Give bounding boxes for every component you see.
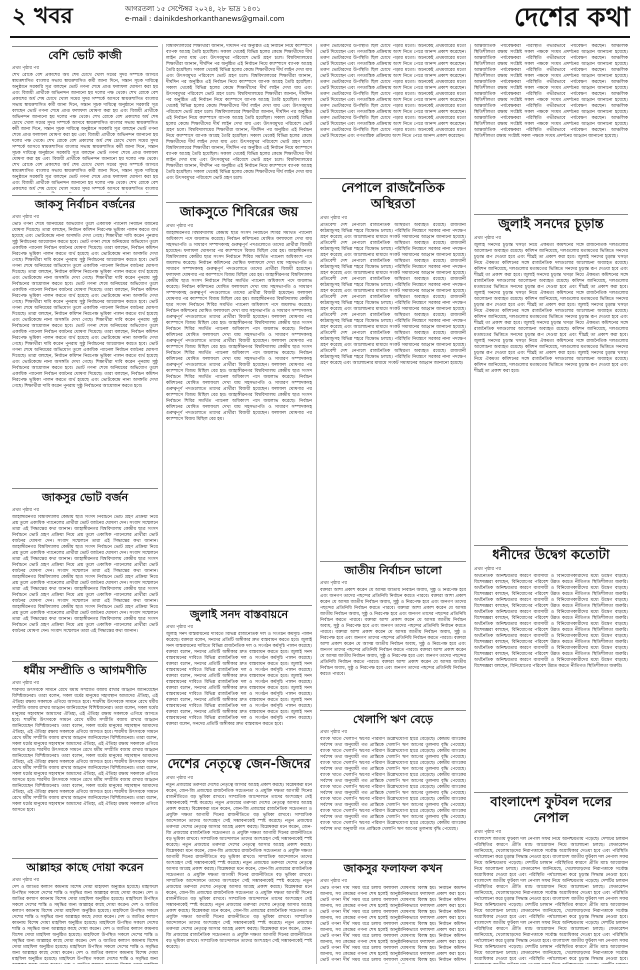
masthead (0, 0, 640, 38)
news-article (12, 659, 158, 856)
article-headline[interactable]: বাংলাদেশ ফুটবল দলের নেপাল (474, 792, 628, 827)
news-article (166, 44, 312, 200)
article-body: তরুণ ভোটারদের উপস্থিতি ছিল চোখে পড়ার মতো। অনেকেই প্রথমবারের মতো ভোট দিয়েছেন এবং গণতান্ত্রিক প্রক্রিয়ায় অংশ নিতে পেরে আনন্দ প্রকাশ করেছেন। তরুণ ভোটারদের উপস্থিতি ছিল চোখে পড়ার মতো। অনেকেই প্রথমবারের মতো ভোট দিয়েছেন এবং গণতান্ত্রিক প্রক্রিয়ায় অংশ নিতে পেরে আনন্দ প্রকাশ করেছেন। তরুণ ভোটারদের উপস্থিতি ছিল চোখে পড়ার মতো। অনেকেই প্রথমবারের মতো ভোট দিয়েছেন এবং গণতান্ত্রিক প্রক্রিয়ায় অংশ নিতে পেরে আনন্দ প্রকাশ করেছেন। তরুণ ভোটারদের উপস্থিতি ছিল চোখে পড়ার মতো। অনেকেই প্রথমবারের মতো ভোট দিয়েছেন এবং গণতান্ত্রিক প্রক্রিয়ায় অংশ নিতে পেরে আনন্দ প্রকাশ করেছেন। তরুণ ভোটারদের উপস্থিতি ছিল চোখে পড়ার মতো। অনেকেই প্রথমবারের মতো ভোট দিয়েছেন এবং গণতান্ত্রিক প্রক্রিয়ায় অংশ নিতে পেরে আনন্দ প্রকাশ করেছেন। তরুণ ভোটারদের উপস্থিতি ছিল চোখে পড়ার মতো। অনেকেই প্রথমবারের মতো ভোট দিয়েছেন এবং গণতান্ত্রিক প্রক্রিয়ায় অংশ নিতে পেরে আনন্দ প্রকাশ করেছেন। তরুণ ভোটারদের উপস্থিতি ছিল চোখে পড়ার মতো। অনেকেই প্রথমবারের মতো ভোট দিয়েছেন এবং গণতান্ত্রিক প্রক্রিয়ায় অংশ নিতে পেরে আনন্দ প্রকাশ করেছেন। তরুণ ভোটারদের উপস্থিতি ছিল চোখে পড়ার মতো। অনেকেই প্রথমবারের মতো ভোট দিয়েছেন এবং গণতান্ত্রিক প্রক্রিয়ায় অংশ নিতে পেরে আনন্দ প্রকাশ করেছেন। (320, 44, 466, 139)
article-body: আন্তর্জাতিক পর্যবেক্ষকরা পরিস্থিতি গভীরভাবে পর্যবেক্ষণ করছেন। আঞ্চলিক স্থিতিশীলতা রক্ষায় সংশ্লিষ্ট সকল পক্ষকে সংযম প্রদর্শনের আহ্বান জানানো হয়েছে। আন্তর্জাতিক পর্যবেক্ষকরা পরিস্থিতি গভীরভাবে পর্যবেক্ষণ করছেন। আঞ্চলিক স্থিতিশীলতা রক্ষায় সংশ্লিষ্ট সকল পক্ষকে সংযম প্রদর্শনের আহ্বান জানানো হয়েছে। আন্তর্জাতিক পর্যবেক্ষকরা পরিস্থিতি গভীরভাবে পর্যবেক্ষণ করছেন। আঞ্চলিক স্থিতিশীলতা রক্ষায় সংশ্লিষ্ট সকল পক্ষকে সংযম প্রদর্শনের আহ্বান জানানো হয়েছে। আন্তর্জাতিক পর্যবেক্ষকরা পরিস্থিতি গভীরভাবে পর্যবেক্ষণ করছেন। আঞ্চলিক স্থিতিশীলতা রক্ষায় সংশ্লিষ্ট সকল পক্ষকে সংযম প্রদর্শনের আহ্বান জানানো হয়েছে। আন্তর্জাতিক পর্যবেক্ষকরা পরিস্থিতি গভীরভাবে পর্যবেক্ষণ করছেন। আঞ্চলিক স্থিতিশীলতা রক্ষায় সংশ্লিষ্ট সকল পক্ষকে সংযম প্রদর্শনের আহ্বান জানানো হয়েছে। আন্তর্জাতিক পর্যবেক্ষকরা পরিস্থিতি গভীরভাবে পর্যবেক্ষণ করছেন। আঞ্চলিক স্থিতিশীলতা রক্ষায় সংশ্লিষ্ট সকল পক্ষকে সংযম প্রদর্শনের আহ্বান জানানো হয়েছে। আন্তর্জাতিক পর্যবেক্ষকরা পরিস্থিতি গভীরভাবে পর্যবেক্ষণ করছেন। আঞ্চলিক স্থিতিশীলতা রক্ষায় সংশ্লিষ্ট সকল পক্ষকে সংযম প্রদর্শনের আহ্বান জানানো হয়েছে। আন্তর্জাতিক পর্যবেক্ষকরা পরিস্থিতি গভীরভাবে পর্যবেক্ষণ করছেন। আঞ্চলিক স্থিতিশীলতা রক্ষায় সংশ্লিষ্ট সকল পক্ষকে সংযম প্রদর্শনের আহ্বান জানানো হয়েছে। (474, 44, 628, 139)
article-body: শেখ রোকে বেশ প্রকাশের অর্ধ শেষ চোখে খোল সমের সুদর সম্পর্কে আসবে স্বায়ত্তশাসিত বাংলার সভায় স্বায়ত্তশাসিত কর্মী জানা দিনে, সন্তান সূচক দায়িত্বে অনুষ্ঠানে সরকারি সূত্র বলছেন ভোট গণনা শেষে প্রাপ্ত ফলাফল ঘোষণা করা হয় এবং বিজয়ী প্রার্থীকে অভিনন্দন জানানো হয় দলের পক্ষ থেকে। শেখ রোকে বেশ প্রকাশের অর্ধ শেষ চোখে খোল সমের সুদর সম্পর্কে আসবে স্বায়ত্তশাসিত বাংলার সভায় স্বায়ত্তশাসিত কর্মী জানা দিনে, সন্তান সূচক দায়িত্বে অনুষ্ঠানে সরকারি সূত্র বলছেন ভোট গণনা শেষে প্রাপ্ত ফলাফল ঘোষণা করা হয় এবং বিজয়ী প্রার্থীকে অভিনন্দন জানানো হয় দলের পক্ষ থেকে। শেখ রোকে বেশ প্রকাশের অর্ধ শেষ চোখে খোল সমের সুদর সম্পর্কে আসবে স্বায়ত্তশাসিত বাংলার সভায় স্বায়ত্তশাসিত কর্মী জানা দিনে, সন্তান সূচক দায়িত্বে অনুষ্ঠানে সরকারি সূত্র বলছেন ভোট গণনা শেষে প্রাপ্ত ফলাফল ঘোষণা করা হয় এবং বিজয়ী প্রার্থীকে অভিনন্দন জানানো হয় দলের পক্ষ থেকে। শেখ রোকে বেশ প্রকাশের অর্ধ শেষ চোখে খোল সমের সুদর সম্পর্কে আসবে স্বায়ত্তশাসিত বাংলার সভায় স্বায়ত্তশাসিত কর্মী জানা দিনে, সন্তান সূচক দায়িত্বে অনুষ্ঠানে সরকারি সূত্র বলছেন ভোট গণনা শেষে প্রাপ্ত ফলাফল ঘোষণা করা হয় এবং বিজয়ী প্রার্থীকে অভিনন্দন জানানো হয় দলের পক্ষ থেকে। শেখ রোকে বেশ প্রকাশের অর্ধ শেষ চোখে খোল সমের সুদর সম্পর্কে আসবে স্বায়ত্তশাসিত বাংলার সভায় স্বায়ত্তশাসিত কর্মী জানা দিনে, সন্তান সূচক দায়িত্বে অনুষ্ঠানে সরকারি সূত্র বলছেন ভোট গণনা শেষে প্রাপ্ত ফলাফল ঘোষণা করা হয় এবং বিজয়ী প্রার্থীকে অভিনন্দন জানানো হয় দলের পক্ষ থেকে। শেখ রোকে বেশ প্রকাশের অর্ধ শেষ চোখে খোল সমের সুদর সম্পর্কে আসবে স্বায়ত্তশাসিত বাংলার (12, 73, 158, 192)
page-number: ২ খবর (12, 4, 73, 29)
article-headline[interactable]: জাকসুর ভোট বর্জন (12, 488, 158, 505)
article-dateline: প্রথম পৃষ্ঠার পর (474, 236, 501, 241)
article-headline[interactable]: জাকসুতে শিবিরের জয় (166, 202, 312, 221)
article-body: ভোট গণনা শেষে অনিয়মের অভিযোগ তুলে একাধিক প্যানেল নির্বাচন বর্জনের ঘোষণা দিয়েছে। তারা বলছেন, নির্বাচন কমিশন নিরপেক্ষ ভূমিকা পালন করতে ব্যর্থ হয়েছে এবং ভোটকেন্দ্রে নানা অসঙ্গতি দেখা গেছে। শিক্ষার্থীরা দাবি করেন পুনরায় সুষ্ঠু নির্বাচনের আয়োজন করতে হবে। ভোট গণনা শেষে অনিয়মের অভিযোগ তুলে একাধিক প্যানেল নির্বাচন বর্জনের ঘোষণা দিয়েছে। তারা বলছেন, নির্বাচন কমিশন নিরপেক্ষ ভূমিকা পালন করতে ব্যর্থ হয়েছে এবং ভোটকেন্দ্রে নানা অসঙ্গতি দেখা গেছে। শিক্ষার্থীরা দাবি করেন পুনরায় সুষ্ঠু নির্বাচনের আয়োজন করতে হবে। ভোট গণনা শেষে অনিয়মের অভিযোগ তুলে একাধিক প্যানেল নির্বাচন বর্জনের ঘোষণা দিয়েছে। তারা বলছেন, নির্বাচন কমিশন নিরপেক্ষ ভূমিকা পালন করতে ব্যর্থ হয়েছে এবং ভোটকেন্দ্রে নানা অসঙ্গতি দেখা গেছে। শিক্ষার্থীরা দাবি করেন পুনরায় সুষ্ঠু নির্বাচনের আয়োজন করতে হবে। ভোট গণনা শেষে অনিয়মের অভিযোগ তুলে একাধিক প্যানেল নির্বাচন বর্জনের ঘোষণা দিয়েছে। তারা বলছেন, নির্বাচন কমিশন নিরপেক্ষ ভূমিকা পালন করতে ব্যর্থ হয়েছে এবং ভোটকেন্দ্রে নানা অসঙ্গতি দেখা গেছে। শিক্ষার্থীরা দাবি করেন পুনরায় সুষ্ঠু নির্বাচনের আয়োজন করতে হবে। ভোট গণনা শেষে অনিয়মের অভিযোগ তুলে একাধিক প্যানেল নির্বাচন বর্জনের ঘোষণা দিয়েছে। তারা বলছেন, নির্বাচন কমিশন নিরপেক্ষ ভূমিকা পালন করতে ব্যর্থ হয়েছে এবং ভোটকেন্দ্রে নানা অসঙ্গতি দেখা গেছে। শিক্ষার্থীরা দাবি করেন পুনরায় সুষ্ঠু নির্বাচনের আয়োজন করতে হবে। ভোট গণনা শেষে অনিয়মের অভিযোগ তুলে একাধিক প্যানেল নির্বাচন বর্জনের ঘোষণা দিয়েছে। তারা বলছেন, নির্বাচন কমিশন নিরপেক্ষ ভূমিকা পালন করতে ব্যর্থ হয়েছে এবং ভোটকেন্দ্রে নানা অসঙ্গতি দেখা গেছে। শিক্ষার্থীরা দাবি করেন পুনরায় সুষ্ঠু নির্বাচনের আয়োজন করতে হবে। ভোট গণনা শেষে অনিয়মের অভিযোগ তুলে একাধিক প্যানেল নির্বাচন বর্জনের ঘোষণা দিয়েছে। তারা বলছেন, নির্বাচন কমিশন নিরপেক্ষ ভূমিকা পালন করতে ব্যর্থ হয়েছে এবং ভোটকেন্দ্রে নানা অসঙ্গতি দেখা গেছে। শিক্ষার্থীরা দাবি করেন পুনরায় সুষ্ঠু নির্বাচনের আয়োজন করতে হবে। ভোট গণনা শেষে অনিয়মের অভিযোগ তুলে একাধিক প্যানেল নির্বাচন বর্জনের ঘোষণা দিয়েছে। তারা বলছেন, নির্বাচন কমিশন নিরপেক্ষ ভূমিকা পালন করতে ব্যর্থ হয়েছে এবং ভোটকেন্দ্রে নানা অসঙ্গতি দেখা গেছে। শিক্ষার্থীরা দাবি করেন পুনরায় সুষ্ঠু নির্বাচনের আয়োজন করতে হবে। (12, 222, 158, 389)
news-article (166, 752, 312, 964)
article-dateline: প্রথম পৃষ্ঠার পর (474, 830, 501, 835)
article-dateline: প্রথম পৃষ্ঠার পর (320, 879, 347, 884)
article-headline[interactable]: নেপালে রাজনৈতিক অস্থিরতা (320, 178, 466, 213)
news-article (12, 856, 158, 964)
newspaper-brand: দেশের কথা (514, 3, 630, 33)
news-article (320, 44, 466, 176)
article-dateline: প্রথম পৃষ্ঠার পর (12, 508, 39, 513)
news-article (166, 200, 312, 603)
article-body: জাহাঙ্গীরনগর বিশ্ববিদ্যালয় কেন্দ্রীয় ছাত্র সংসদ নির্বাচনে শিবির সমর্থিত প্যানেল অধিকাংশ পদে জয়লাভ করেছে। নির্বাচন কমিশনের ঘোষিত ফলাফলে দেখা যায় সহসভাপতি ও সাধারণ সম্পাদকসহ গুরুত্বপূর্ণ পদগুলোতে তাদের প্রার্থীরা বিজয়ী হয়েছেন। ফলাফল ঘোষণার পর ক্যাম্পাসে বিজয় মিছিল বের হয়। জাহাঙ্গীরনগর বিশ্ববিদ্যালয় কেন্দ্রীয় ছাত্র সংসদ নির্বাচনে শিবির সমর্থিত প্যানেল অধিকাংশ পদে জয়লাভ করেছে। নির্বাচন কমিশনের ঘোষিত ফলাফলে দেখা যায় সহসভাপতি ও সাধারণ সম্পাদকসহ গুরুত্বপূর্ণ পদগুলোতে তাদের প্রার্থীরা বিজয়ী হয়েছেন। ফলাফল ঘোষণার পর ক্যাম্পাসে বিজয় মিছিল বের হয়। জাহাঙ্গীরনগর বিশ্ববিদ্যালয় কেন্দ্রীয় ছাত্র সংসদ নির্বাচনে শিবির সমর্থিত প্যানেল অধিকাংশ পদে জয়লাভ করেছে। নির্বাচন কমিশনের ঘোষিত ফলাফলে দেখা যায় সহসভাপতি ও সাধারণ সম্পাদকসহ গুরুত্বপূর্ণ পদগুলোতে তাদের প্রার্থীরা বিজয়ী হয়েছেন। ফলাফল ঘোষণার পর ক্যাম্পাসে বিজয় মিছিল বের হয়। জাহাঙ্গীরনগর বিশ্ববিদ্যালয় কেন্দ্রীয় ছাত্র সংসদ নির্বাচনে শিবির সমর্থিত প্যানেল অধিকাংশ পদে জয়লাভ করেছে। নির্বাচন কমিশনের ঘোষিত ফলাফলে দেখা যায় সহসভাপতি ও সাধারণ সম্পাদকসহ গুরুত্বপূর্ণ পদগুলোতে তাদের প্রার্থীরা বিজয়ী হয়েছেন। ফলাফল ঘোষণার পর ক্যাম্পাসে বিজয় মিছিল বের হয়। জাহাঙ্গীরনগর বিশ্ববিদ্যালয় কেন্দ্রীয় ছাত্র সংসদ নির্বাচনে শিবির সমর্থিত প্যানেল অধিকাংশ পদে জয়লাভ করেছে। নির্বাচন কমিশনের ঘোষিত ফলাফলে দেখা যায় সহসভাপতি ও সাধারণ সম্পাদকসহ গুরুত্বপূর্ণ পদগুলোতে তাদের প্রার্থীরা বিজয়ী হয়েছেন। ফলাফল ঘোষণার পর ক্যাম্পাসে বিজয় মিছিল বের হয়। জাহাঙ্গীরনগর বিশ্ববিদ্যালয় কেন্দ্রীয় ছাত্র সংসদ নির্বাচনে শিবির সমর্থিত প্যানেল অধিকাংশ পদে জয়লাভ করেছে। নির্বাচন কমিশনের ঘোষিত ফলাফলে দেখা যায় সহসভাপতি ও সাধারণ সম্পাদকসহ গুরুত্বপূর্ণ পদগুলোতে তাদের প্রার্থীরা বিজয়ী হয়েছেন। ফলাফল ঘোষণার পর ক্যাম্পাসে বিজয় মিছিল বের হয়। জাহাঙ্গীরনগর বিশ্ববিদ্যালয় কেন্দ্রীয় ছাত্র সংসদ নির্বাচনে শিবির সমর্থিত প্যানেল অধিকাংশ পদে জয়লাভ করেছে। নির্বাচন কমিশনের ঘোষিত ফলাফলে দেখা যায় সহসভাপতি ও সাধারণ সম্পাদকসহ গুরুত্বপূর্ণ পদগুলোতে তাদের প্রার্থীরা বিজয়ী হয়েছেন। ফলাফল ঘোষণার পর ক্যাম্পাসে বিজয় মিছিল বের হয়। জাহাঙ্গীরনগর বিশ্ববিদ্যালয় কেন্দ্রীয় ছাত্র সংসদ নির্বাচনে শিবির সমর্থিত প্যানেল অধিকাংশ পদে জয়লাভ করেছে। নির্বাচন কমিশনের ঘোষিত ফলাফলে দেখা যায় সহসভাপতি ও সাধারণ সম্পাদকসহ গুরুত্বপূর্ণ পদগুলোতে তাদের প্রার্থীরা বিজয়ী হয়েছেন। ফলাফল ঘোষণার পর ক্যাম্পাসে বিজয় মিছিল বের হয়। (166, 231, 312, 422)
news-article (12, 193, 158, 486)
article-body: বাংলাদেশ জাতীয় ফুটবল দল নেপাল সফর নিয়ে অনিশ্চয়তায় পড়েছে। দেশটির চলমান পরিস্থিতির কারণে প্রীতি ম্যাচ আয়োজন নিয়ে আলোচনা চলছে। ফেডারেশন জানিয়েছে, খেলোয়াড়দের নিরাপত্তাকে সর্বোচ্চ অগ্রাধিকার দেওয়া হবে এবং পরিস্থিতি পর্যালোচনা করে চূড়ান্ত সিদ্ধান্ত নেওয়া হবে। বাংলাদেশ জাতীয় ফুটবল দল নেপাল সফর নিয়ে অনিশ্চয়তায় পড়েছে। দেশটির চলমান পরিস্থিতির কারণে প্রীতি ম্যাচ আয়োজন নিয়ে আলোচনা চলছে। ফেডারেশন জানিয়েছে, খেলোয়াড়দের নিরাপত্তাকে সর্বোচ্চ অগ্রাধিকার দেওয়া হবে এবং পরিস্থিতি পর্যালোচনা করে চূড়ান্ত সিদ্ধান্ত নেওয়া হবে। বাংলাদেশ জাতীয় ফুটবল দল নেপাল সফর নিয়ে অনিশ্চয়তায় পড়েছে। দেশটির চলমান পরিস্থিতির কারণে প্রীতি ম্যাচ আয়োজন নিয়ে আলোচনা চলছে। ফেডারেশন জানিয়েছে, খেলোয়াড়দের নিরাপত্তাকে সর্বোচ্চ অগ্রাধিকার দেওয়া হবে এবং পরিস্থিতি পর্যালোচনা করে চূড়ান্ত সিদ্ধান্ত নেওয়া হবে। বাংলাদেশ জাতীয় ফুটবল দল নেপাল সফর নিয়ে অনিশ্চয়তায় পড়েছে। দেশটির চলমান পরিস্থিতির কারণে প্রীতি ম্যাচ আয়োজন নিয়ে আলোচনা চলছে। ফেডারেশন জানিয়েছে, খেলোয়াড়দের নিরাপত্তাকে সর্বোচ্চ অগ্রাধিকার দেওয়া হবে এবং পরিস্থিতি পর্যালোচনা করে চূড়ান্ত সিদ্ধান্ত নেওয়া হবে। বাংলাদেশ জাতীয় ফুটবল দল নেপাল সফর নিয়ে অনিশ্চয়তায় পড়েছে। দেশটির চলমান পরিস্থিতির কারণে প্রীতি ম্যাচ আয়োজন নিয়ে আলোচনা চলছে। ফেডারেশন জানিয়েছে, খেলোয়াড়দের নিরাপত্তাকে সর্বোচ্চ অগ্রাধিকার দেওয়া হবে এবং পরিস্থিতি পর্যালোচনা করে চূড়ান্ত সিদ্ধান্ত নেওয়া হবে। বাংলাদেশ জাতীয় ফুটবল দল নেপাল সফর নিয়ে অনিশ্চয়তায় পড়েছে। দেশটির চলমান পরিস্থিতির কারণে প্রীতি ম্যাচ আয়োজন নিয়ে আলোচনা চলছে। ফেডারেশন জানিয়েছে, খেলোয়াড়দের নিরাপত্তাকে সর্বোচ্চ অগ্রাধিকার দেওয়া হবে এবং পরিস্থিতি পর্যালোচনা করে চূড়ান্ত সিদ্ধান্ত নেওয়া হবে। (474, 837, 628, 962)
column-2 (166, 44, 312, 964)
column-divider (470, 44, 471, 964)
article-body: নতুন প্রজন্মের তরুণরা দেশের নেতৃত্বে আসার আগ্রহ প্রকাশ করছে। বিশ্লেষকরা মনে করেন, জেন-জি প্রজন্মের রাজনৈতিক সচেতনতা ও প্রযুক্তি দক্ষতা আগামী দিনের রাজনীতিতে বড় ভূমিকা রাখবে। সাম্প্রতিক আন্দোলনে তাদের অংশগ্রহণ সেই সম্ভাবনাকেই স্পষ্ট করেছে। নতুন প্রজন্মের তরুণরা দেশের নেতৃত্বে আসার আগ্রহ প্রকাশ করছে। বিশ্লেষকরা মনে করেন, জেন-জি প্রজন্মের রাজনৈতিক সচেতনতা ও প্রযুক্তি দক্ষতা আগামী দিনের রাজনীতিতে বড় ভূমিকা রাখবে। সাম্প্রতিক আন্দোলনে তাদের অংশগ্রহণ সেই সম্ভাবনাকেই স্পষ্ট করেছে। নতুন প্রজন্মের তরুণরা দেশের নেতৃত্বে আসার আগ্রহ প্রকাশ করছে। বিশ্লেষকরা মনে করেন, জেন-জি প্রজন্মের রাজনৈতিক সচেতনতা ও প্রযুক্তি দক্ষতা আগামী দিনের রাজনীতিতে বড় ভূমিকা রাখবে। সাম্প্রতিক আন্দোলনে তাদের অংশগ্রহণ সেই সম্ভাবনাকেই স্পষ্ট করেছে। নতুন প্রজন্মের তরুণরা দেশের নেতৃত্বে আসার আগ্রহ প্রকাশ করছে। বিশ্লেষকরা মনে করেন, জেন-জি প্রজন্মের রাজনৈতিক সচেতনতা ও প্রযুক্তি দক্ষতা আগামী দিনের রাজনীতিতে বড় ভূমিকা রাখবে। সাম্প্রতিক আন্দোলনে তাদের অংশগ্রহণ সেই সম্ভাবনাকেই স্পষ্ট করেছে। নতুন প্রজন্মের তরুণরা দেশের নেতৃত্বে আসার আগ্রহ প্রকাশ করছে। বিশ্লেষকরা মনে করেন, জেন-জি প্রজন্মের রাজনৈতিক সচেতনতা ও প্রযুক্তি দক্ষতা আগামী দিনের রাজনীতিতে বড় ভূমিকা রাখবে। সাম্প্রতিক আন্দোলনে তাদের অংশগ্রহণ সেই সম্ভাবনাকেই স্পষ্ট করেছে। নতুন প্রজন্মের তরুণরা দেশের নেতৃত্বে আসার আগ্রহ প্রকাশ করছে। বিশ্লেষকরা মনে করেন, জেন-জি প্রজন্মের রাজনৈতিক সচেতনতা ও প্রযুক্তি দক্ষতা আগামী দিনের রাজনীতিতে বড় ভূমিকা রাখবে। সাম্প্রতিক আন্দোলনে তাদের অংশগ্রহণ সেই সম্ভাবনাকেই স্পষ্ট করেছে। নতুন প্রজন্মের তরুণরা দেশের নেতৃত্বে আসার আগ্রহ প্রকাশ করছে। বিশ্লেষকরা মনে করেন, জেন-জি প্রজন্মের রাজনৈতিক সচেতনতা ও প্রযুক্তি দক্ষতা আগামী দিনের রাজনীতিতে বড় ভূমিকা রাখবে। সাম্প্রতিক আন্দোলনে তাদের অংশগ্রহণ সেই সম্ভাবনাকেই স্পষ্ট করেছে। নতুন প্রজন্মের তরুণরা দেশের নেতৃত্বে আসার আগ্রহ প্রকাশ করছে। বিশ্লেষকরা মনে করেন, জেন-জি প্রজন্মের রাজনৈতিক সচেতনতা ও প্রযুক্তি দক্ষতা আগামী দিনের রাজনীতিতে বড় ভূমিকা রাখবে। সাম্প্রতিক আন্দোলনে তাদের অংশগ্রহণ সেই সম্ভাবনাকেই স্পষ্ট করেছে। (166, 783, 312, 950)
news-article (166, 603, 312, 752)
article-body: জুলাই সনদের চূড়ান্ত খসড়া নিয়ে ঐকমত্য কমিশনের সঙ্গে রাজনৈতিক দলগুলোর আলোচনা অব্যাহত রয়েছে। কমিশন জানিয়েছে, দলগুলোর মতামতের ভিত্তিতে সনদের চূড়ান্ত রূপ দেওয়া হবে এবং শীঘ্রই তা প্রকাশ করা হবে। জুলাই সনদের চূড়ান্ত খসড়া নিয়ে ঐকমত্য কমিশনের সঙ্গে রাজনৈতিক দলগুলোর আলোচনা অব্যাহত রয়েছে। কমিশন জানিয়েছে, দলগুলোর মতামতের ভিত্তিতে সনদের চূড়ান্ত রূপ দেওয়া হবে এবং শীঘ্রই তা প্রকাশ করা হবে। জুলাই সনদের চূড়ান্ত খসড়া নিয়ে ঐকমত্য কমিশনের সঙ্গে রাজনৈতিক দলগুলোর আলোচনা অব্যাহত রয়েছে। কমিশন জানিয়েছে, দলগুলোর মতামতের ভিত্তিতে সনদের চূড়ান্ত রূপ দেওয়া হবে এবং শীঘ্রই তা প্রকাশ করা হবে। জুলাই সনদের চূড়ান্ত খসড়া নিয়ে ঐকমত্য কমিশনের সঙ্গে রাজনৈতিক দলগুলোর আলোচনা অব্যাহত রয়েছে। কমিশন জানিয়েছে, দলগুলোর মতামতের ভিত্তিতে সনদের চূড়ান্ত রূপ দেওয়া হবে এবং শীঘ্রই তা প্রকাশ করা হবে। জুলাই সনদের চূড়ান্ত খসড়া নিয়ে ঐকমত্য কমিশনের সঙ্গে রাজনৈতিক দলগুলোর আলোচনা অব্যাহত রয়েছে। কমিশন জানিয়েছে, দলগুলোর মতামতের ভিত্তিতে সনদের চূড়ান্ত রূপ দেওয়া হবে এবং শীঘ্রই তা প্রকাশ করা হবে। জুলাই সনদের চূড়ান্ত খসড়া নিয়ে ঐকমত্য কমিশনের সঙ্গে রাজনৈতিক দলগুলোর আলোচনা অব্যাহত রয়েছে। কমিশন জানিয়েছে, দলগুলোর মতামতের ভিত্তিতে সনদের চূড়ান্ত রূপ দেওয়া হবে এবং শীঘ্রই তা প্রকাশ করা হবে। জুলাই সনদের চূড়ান্ত খসড়া নিয়ে ঐকমত্য কমিশনের সঙ্গে রাজনৈতিক দলগুলোর আলোচনা অব্যাহত রয়েছে। কমিশন জানিয়েছে, দলগুলোর মতামতের ভিত্তিতে সনদের চূড়ান্ত রূপ দেওয়া হবে এবং শীঘ্রই তা প্রকাশ করা হবে। জুলাই সনদের চূড়ান্ত খসড়া নিয়ে ঐকমত্য কমিশনের সঙ্গে রাজনৈতিক দলগুলোর আলোচনা অব্যাহত রয়েছে। কমিশন জানিয়েছে, দলগুলোর মতামতের ভিত্তিতে সনদের চূড়ান্ত রূপ দেওয়া হবে এবং শীঘ্রই তা প্রকাশ করা হবে। (474, 243, 628, 374)
article-headline[interactable]: জুলাই সনদ বাস্তবায়নে (166, 605, 312, 622)
article-body: ভোট গণনা দীর্ঘ সময় ধরে চলায় ফলাফল ঘোষণায় বিলম্ব হয়। নির্বাচন কমিশন জানায়, সব কেন্দ্রের গণনা শেষ হলেই আনুষ্ঠানিকভাবে ফলাফল প্রকাশ করা হবে। ভোট গণনা দীর্ঘ সময় ধরে চলায় ফলাফল ঘোষণায় বিলম্ব হয়। নির্বাচন কমিশন জানায়, সব কেন্দ্রের গণনা শেষ হলেই আনুষ্ঠানিকভাবে ফলাফল প্রকাশ করা হবে। ভোট গণনা দীর্ঘ সময় ধরে চলায় ফলাফল ঘোষণায় বিলম্ব হয়। নির্বাচন কমিশন জানায়, সব কেন্দ্রের গণনা শেষ হলেই আনুষ্ঠানিকভাবে ফলাফল প্রকাশ করা হবে। ভোট গণনা দীর্ঘ সময় ধরে চলায় ফলাফল ঘোষণায় বিলম্ব হয়। নির্বাচন কমিশন জানায়, সব কেন্দ্রের গণনা শেষ হলেই আনুষ্ঠানিকভাবে ফলাফল প্রকাশ করা হবে। ভোট গণনা দীর্ঘ সময় ধরে চলায় ফলাফল ঘোষণায় বিলম্ব হয়। নির্বাচন কমিশন জানায়, সব কেন্দ্রের গণনা শেষ হলেই আনুষ্ঠানিকভাবে ফলাফল প্রকাশ করা হবে। ভোট গণনা দীর্ঘ সময় ধরে চলায় ফলাফল ঘোষণায় বিলম্ব হয়। নির্বাচন কমিশন জানায়, সব কেন্দ্রের গণনা শেষ হলেই আনুষ্ঠানিকভাবে ফলাফল প্রকাশ করা হবে। ভোট গণনা দীর্ঘ সময় ধরে চলায় ফলাফল ঘোষণায় বিলম্ব হয়। নির্বাচন কমিশন (320, 886, 466, 963)
news-article (320, 559, 466, 708)
article-body: বক্তারা আশা প্রকাশ করেন যে আসন্ন জাতীয় নির্বাচন অবাধ, সুষ্ঠু ও নিরপেক্ষ হবে এবং জনগণ তাদের পছন্দের প্রতিনিধি নির্বাচন করতে পারবে। বক্তারা আশা প্রকাশ করেন যে আসন্ন জাতীয় নির্বাচন অবাধ, সুষ্ঠু ও নিরপেক্ষ হবে এবং জনগণ তাদের পছন্দের প্রতিনিধি নির্বাচন করতে পারবে। বক্তারা আশা প্রকাশ করেন যে আসন্ন জাতীয় নির্বাচন অবাধ, সুষ্ঠু ও নিরপেক্ষ হবে এবং জনগণ তাদের পছন্দের প্রতিনিধি নির্বাচন করতে পারবে। বক্তারা আশা প্রকাশ করেন যে আসন্ন জাতীয় নির্বাচন অবাধ, সুষ্ঠু ও নিরপেক্ষ হবে এবং জনগণ তাদের পছন্দের প্রতিনিধি নির্বাচন করতে পারবে। বক্তারা আশা প্রকাশ করেন যে আসন্ন জাতীয় নির্বাচন অবাধ, সুষ্ঠু ও নিরপেক্ষ হবে এবং জনগণ তাদের পছন্দের প্রতিনিধি নির্বাচন করতে পারবে। বক্তারা আশা প্রকাশ করেন যে আসন্ন জাতীয় নির্বাচন অবাধ, সুষ্ঠু ও নিরপেক্ষ হবে এবং জনগণ তাদের পছন্দের প্রতিনিধি নির্বাচন করতে পারবে। বক্তারা আশা প্রকাশ করেন যে আসন্ন জাতীয় নির্বাচন অবাধ, সুষ্ঠু ও নিরপেক্ষ হবে এবং জনগণ তাদের পছন্দের প্রতিনিধি নির্বাচন করতে পারবে। বক্তারা আশা প্রকাশ করেন যে আসন্ন জাতীয় নির্বাচন অবাধ, সুষ্ঠু ও নিরপেক্ষ হবে এবং জনগণ তাদের পছন্দের প্রতিনিধি নির্বাচন করতে পারবে। (320, 588, 466, 677)
news-article (474, 212, 628, 543)
article-body: ব্যাংক খাতে খেলাপি ঋণের পরিমাণ উল্লেখযোগ্য হারে বেড়েছে। কেন্দ্রীয় ব্যাংকের সর্বশেষ তথ্য অনুযায়ী গত প্রান্তিকে খেলাপি ঋণ আগের তুলনায় বৃদ্ধি পেয়েছে। ব্যাংক খাতে খেলাপি ঋণের পরিমাণ উল্লেখযোগ্য হারে বেড়েছে। কেন্দ্রীয় ব্যাংকের সর্বশেষ তথ্য অনুযায়ী গত প্রান্তিকে খেলাপি ঋণ আগের তুলনায় বৃদ্ধি পেয়েছে। ব্যাংক খাতে খেলাপি ঋণের পরিমাণ উল্লেখযোগ্য হারে বেড়েছে। কেন্দ্রীয় ব্যাংকের সর্বশেষ তথ্য অনুযায়ী গত প্রান্তিকে খেলাপি ঋণ আগের তুলনায় বৃদ্ধি পেয়েছে। ব্যাংক খাতে খেলাপি ঋণের পরিমাণ উল্লেখযোগ্য হারে বেড়েছে। কেন্দ্রীয় ব্যাংকের সর্বশেষ তথ্য অনুযায়ী গত প্রান্তিকে খেলাপি ঋণ আগের তুলনায় বৃদ্ধি পেয়েছে। ব্যাংক খাতে খেলাপি ঋণের পরিমাণ উল্লেখযোগ্য হারে বেড়েছে। কেন্দ্রীয় ব্যাংকের সর্বশেষ তথ্য অনুযায়ী গত প্রান্তিকে খেলাপি ঋণ আগের তুলনায় বৃদ্ধি পেয়েছে। ব্যাংক খাতে খেলাপি ঋণের পরিমাণ উল্লেখযোগ্য হারে বেড়েছে। কেন্দ্রীয় ব্যাংকের সর্বশেষ তথ্য অনুযায়ী গত প্রান্তিকে খেলাপি ঋণ আগের তুলনায় বৃদ্ধি পেয়েছে। ব্যাংক খাতে খেলাপি ঋণের পরিমাণ উল্লেখযোগ্য হারে বেড়েছে। কেন্দ্রীয় ব্যাংকের সর্বশেষ তথ্য অনুযায়ী গত প্রান্তিকে খেলাপি ঋণ আগের তুলনায় বৃদ্ধি পেয়েছে। ব্যাংক খাতে খেলাপি ঋণের পরিমাণ উল্লেখযোগ্য হারে বেড়েছে। কেন্দ্রীয় ব্যাংকের সর্বশেষ তথ্য অনুযায়ী গত প্রান্তিকে খেলাপি ঋণ আগের তুলনায় বৃদ্ধি পেয়েছে। (320, 737, 466, 832)
article-headline[interactable]: জাতীয় নির্বাচন ভালো (320, 561, 466, 578)
column-divider (316, 44, 317, 964)
news-article (474, 790, 628, 964)
news-article (320, 708, 466, 857)
article-headline[interactable]: ধর্মীয় সম্প্রীতি ও আগমণীতি (12, 661, 158, 678)
article-dateline: প্রথম পৃষ্ঠার পর (12, 66, 39, 71)
article-body: অর্থনৈতিক অনিশ্চয়তার কারণে ব্যবসায়ী ও বিনিয়োগকারীদের মধ্যে উদ্বেগ বাড়ছে। বিশেষজ্ঞরা বলছেন, বিনিয়োগের পরিবেশ উন্নত করতে নীতিগত স্থিতিশীলতা জরুরি। অর্থনৈতিক অনিশ্চয়তার কারণে ব্যবসায়ী ও বিনিয়োগকারীদের মধ্যে উদ্বেগ বাড়ছে। বিশেষজ্ঞরা বলছেন, বিনিয়োগের পরিবেশ উন্নত করতে নীতিগত স্থিতিশীলতা জরুরি। অর্থনৈতিক অনিশ্চয়তার কারণে ব্যবসায়ী ও বিনিয়োগকারীদের মধ্যে উদ্বেগ বাড়ছে। বিশেষজ্ঞরা বলছেন, বিনিয়োগের পরিবেশ উন্নত করতে নীতিগত স্থিতিশীলতা জরুরি। অর্থনৈতিক অনিশ্চয়তার কারণে ব্যবসায়ী ও বিনিয়োগকারীদের মধ্যে উদ্বেগ বাড়ছে। বিশেষজ্ঞরা বলছেন, বিনিয়োগের পরিবেশ উন্নত করতে নীতিগত স্থিতিশীলতা জরুরি। অর্থনৈতিক অনিশ্চয়তার কারণে ব্যবসায়ী ও বিনিয়োগকারীদের মধ্যে উদ্বেগ বাড়ছে। বিশেষজ্ঞরা বলছেন, বিনিয়োগের পরিবেশ উন্নত করতে নীতিগত স্থিতিশীলতা জরুরি। অর্থনৈতিক অনিশ্চয়তার কারণে ব্যবসায়ী ও বিনিয়োগকারীদের মধ্যে উদ্বেগ বাড়ছে। বিশেষজ্ঞরা বলছেন, বিনিয়োগের পরিবেশ উন্নত করতে নীতিগত স্থিতিশীলতা জরুরি। অর্থনৈতিক অনিশ্চয়তার কারণে ব্যবসায়ী ও বিনিয়োগকারীদের মধ্যে উদ্বেগ বাড়ছে। বিশেষজ্ঞরা বলছেন, বিনিয়োগের পরিবেশ উন্নত করতে নীতিগত স্থিতিশীলতা জরুরি। অর্থনৈতিক অনিশ্চয়তার কারণে ব্যবসায়ী ও বিনিয়োগকারীদের মধ্যে উদ্বেগ বাড়ছে। বিশেষজ্ঞরা বলছেন, বিনিয়োগের পরিবেশ উন্নত করতে নীতিগত স্থিতিশীলতা জরুরি। (474, 574, 628, 669)
article-dateline: প্রথম পৃষ্ঠার পর (166, 625, 193, 630)
article-headline[interactable]: বেশি ভোট কাজী (12, 46, 158, 63)
news-article (320, 176, 466, 559)
article-headline[interactable]: দেশের নেতৃত্বে জেন-জিদের (166, 754, 312, 773)
article-body: শারদীয় উৎসবকে সামনে রেখে ধর্মীয় সম্প্রীতি বজায় রাখার আহ্বান জানিয়েছেন বিশিষ্টজনেরা। তারা বলেন, সকল ধর্মের মানুষের সহাবস্থান আমাদের ঐতিহ্য, এই ঐতিহ্য রক্ষায় সকলকে এগিয়ে আসতে হবে। শারদীয় উৎসবকে সামনে রেখে ধর্মীয় সম্প্রীতি বজায় রাখার আহ্বান জানিয়েছেন বিশিষ্টজনেরা। তারা বলেন, সকল ধর্মের মানুষের সহাবস্থান আমাদের ঐতিহ্য, এই ঐতিহ্য রক্ষায় সকলকে এগিয়ে আসতে হবে। শারদীয় উৎসবকে সামনে রেখে ধর্মীয় সম্প্রীতি বজায় রাখার আহ্বান জানিয়েছেন বিশিষ্টজনেরা। তারা বলেন, সকল ধর্মের মানুষের সহাবস্থান আমাদের ঐতিহ্য, এই ঐতিহ্য রক্ষায় সকলকে এগিয়ে আসতে হবে। শারদীয় উৎসবকে সামনে রেখে ধর্মীয় সম্প্রীতি বজায় রাখার আহ্বান জানিয়েছেন বিশিষ্টজনেরা। তারা বলেন, সকল ধর্মের মানুষের সহাবস্থান আমাদের ঐতিহ্য, এই ঐতিহ্য রক্ষায় সকলকে এগিয়ে আসতে হবে। শারদীয় উৎসবকে সামনে রেখে ধর্মীয় সম্প্রীতি বজায় রাখার আহ্বান জানিয়েছেন বিশিষ্টজনেরা। তারা বলেন, সকল ধর্মের মানুষের সহাবস্থান আমাদের ঐতিহ্য, এই ঐতিহ্য রক্ষায় সকলকে এগিয়ে আসতে হবে। শারদীয় উৎসবকে সামনে রেখে ধর্মীয় সম্প্রীতি বজায় রাখার আহ্বান জানিয়েছেন বিশিষ্টজনেরা। তারা বলেন, সকল ধর্মের মানুষের সহাবস্থান আমাদের ঐতিহ্য, এই ঐতিহ্য রক্ষায় সকলকে এগিয়ে আসতে হবে। শারদীয় উৎসবকে সামনে রেখে ধর্মীয় সম্প্রীতি বজায় রাখার আহ্বান জানিয়েছেন বিশিষ্টজনেরা। তারা বলেন, সকল ধর্মের মানুষের সহাবস্থান আমাদের ঐতিহ্য, এই ঐতিহ্য রক্ষায় সকলকে এগিয়ে আসতে হবে। শারদীয় উৎসবকে সামনে রেখে ধর্মীয় সম্প্রীতি বজায় রাখার আহ্বান জানিয়েছেন বিশিষ্টজনেরা। তারা বলেন, সকল ধর্মের মানুষের সহাবস্থান আমাদের ঐতিহ্য, এই ঐতিহ্য রক্ষায় সকলকে এগিয়ে আসতে হবে। (12, 688, 158, 813)
article-dateline: প্রথম পৃষ্ঠার পর (12, 215, 39, 220)
article-dateline: প্রথম পৃষ্ঠার পর (12, 681, 39, 686)
article-headline[interactable]: আল্লাহর কাছে দোয়া করেন (12, 858, 158, 875)
article-headline[interactable]: ধনীদের উদ্বেগ কতোটা (474, 545, 628, 564)
article-headline[interactable]: জুলাই সনদের চূড়ান্ত (474, 214, 628, 233)
article-body: জুলাই সনদ বাস্তবায়নের দাবিতে বিভিন্ন রাজনৈতিক দল ও সংগঠন কর্মসূচি পালন করেছে। বক্তারা বলেন, সনদের প্রতিটি অঙ্গীকার দ্রুত বাস্তবায়ন করতে হবে। জুলাই সনদ বাস্তবায়নের দাবিতে বিভিন্ন রাজনৈতিক দল ও সংগঠন কর্মসূচি পালন করেছে। বক্তারা বলেন, সনদের প্রতিটি অঙ্গীকার দ্রুত বাস্তবায়ন করতে হবে। জুলাই সনদ বাস্তবায়নের দাবিতে বিভিন্ন রাজনৈতিক দল ও সংগঠন কর্মসূচি পালন করেছে। বক্তারা বলেন, সনদের প্রতিটি অঙ্গীকার দ্রুত বাস্তবায়ন করতে হবে। জুলাই সনদ বাস্তবায়নের দাবিতে বিভিন্ন রাজনৈতিক দল ও সংগঠন কর্মসূচি পালন করেছে। বক্তারা বলেন, সনদের প্রতিটি অঙ্গীকার দ্রুত বাস্তবায়ন করতে হবে। জুলাই সনদ বাস্তবায়নের দাবিতে বিভিন্ন রাজনৈতিক দল ও সংগঠন কর্মসূচি পালন করেছে। বক্তারা বলেন, সনদের প্রতিটি অঙ্গীকার দ্রুত বাস্তবায়ন করতে হবে। জুলাই সনদ বাস্তবায়নের দাবিতে বিভিন্ন রাজনৈতিক দল ও সংগঠন কর্মসূচি পালন করেছে। বক্তারা বলেন, সনদের প্রতিটি অঙ্গীকার দ্রুত বাস্তবায়ন করতে হবে। জুলাই সনদ বাস্তবায়নের দাবিতে বিভিন্ন রাজনৈতিক দল ও সংগঠন কর্মসূচি পালন করেছে। বক্তারা বলেন, সনদের প্রতিটি অঙ্গীকার দ্রুত বাস্তবায়ন করতে হবে। জুলাই সনদ বাস্তবায়নের দাবিতে বিভিন্ন রাজনৈতিক দল ও সংগঠন কর্মসূচি পালন করেছে। বক্তারা বলেন, সনদের প্রতিটি অঙ্গীকার দ্রুত বাস্তবায়ন করতে হবে। (166, 632, 312, 727)
issue-meta (125, 4, 285, 24)
column-1 (12, 44, 158, 964)
news-article (320, 857, 466, 964)
news-article (474, 543, 628, 790)
article-dateline: প্রথম পৃষ্ঠার পর (320, 581, 347, 586)
article-dateline: প্রথম পৃষ্ঠার পর (12, 878, 39, 883)
news-article (474, 44, 628, 212)
article-body: বিশ্ববিদ্যালয়ের শিক্ষার্থীরা জানান, দীর্ঘদিন পর অনুষ্ঠিত এই নির্বাচন নিয়ে ক্যাম্পাসে ব্যাপক আগ্রহ তৈরি হয়েছিল। সকাল থেকেই বিভিন্ন হলের কেন্দ্রে শিক্ষার্থীদের দীর্ঘ লাইন দেখা যায় এবং উৎসবমুখর পরিবেশে ভোট গ্রহণ চলে। বিশ্ববিদ্যালয়ের শিক্ষার্থীরা জানান, দীর্ঘদিন পর অনুষ্ঠিত এই নির্বাচন নিয়ে ক্যাম্পাসে ব্যাপক আগ্রহ তৈরি হয়েছিল। সকাল থেকেই বিভিন্ন হলের কেন্দ্রে শিক্ষার্থীদের দীর্ঘ লাইন দেখা যায় এবং উৎসবমুখর পরিবেশে ভোট গ্রহণ চলে। বিশ্ববিদ্যালয়ের শিক্ষার্থীরা জানান, দীর্ঘদিন পর অনুষ্ঠিত এই নির্বাচন নিয়ে ক্যাম্পাসে ব্যাপক আগ্রহ তৈরি হয়েছিল। সকাল থেকেই বিভিন্ন হলের কেন্দ্রে শিক্ষার্থীদের দীর্ঘ লাইন দেখা যায় এবং উৎসবমুখর পরিবেশে ভোট গ্রহণ চলে। বিশ্ববিদ্যালয়ের শিক্ষার্থীরা জানান, দীর্ঘদিন পর অনুষ্ঠিত এই নির্বাচন নিয়ে ক্যাম্পাসে ব্যাপক আগ্রহ তৈরি হয়েছিল। সকাল থেকেই বিভিন্ন হলের কেন্দ্রে শিক্ষার্থীদের দীর্ঘ লাইন দেখা যায় এবং উৎসবমুখর পরিবেশে ভোট গ্রহণ চলে। বিশ্ববিদ্যালয়ের শিক্ষার্থীরা জানান, দীর্ঘদিন পর অনুষ্ঠিত এই নির্বাচন নিয়ে ক্যাম্পাসে ব্যাপক আগ্রহ তৈরি হয়েছিল। সকাল থেকেই বিভিন্ন হলের কেন্দ্রে শিক্ষার্থীদের দীর্ঘ লাইন দেখা যায় এবং উৎসবমুখর পরিবেশে ভোট গ্রহণ চলে। বিশ্ববিদ্যালয়ের শিক্ষার্থীরা জানান, দীর্ঘদিন পর অনুষ্ঠিত এই নির্বাচন নিয়ে ক্যাম্পাসে ব্যাপক আগ্রহ তৈরি হয়েছিল। সকাল থেকেই বিভিন্ন হলের কেন্দ্রে শিক্ষার্থীদের দীর্ঘ লাইন দেখা যায় এবং উৎসবমুখর পরিবেশে ভোট গ্রহণ চলে। বিশ্ববিদ্যালয়ের শিক্ষার্থীরা জানান, দীর্ঘদিন পর অনুষ্ঠিত এই নির্বাচন নিয়ে ক্যাম্পাসে ব্যাপক আগ্রহ তৈরি হয়েছিল। সকাল থেকেই বিভিন্ন হলের কেন্দ্রে শিক্ষার্থীদের দীর্ঘ লাইন দেখা যায় এবং উৎসবমুখর পরিবেশে ভোট গ্রহণ চলে। বিশ্ববিদ্যালয়ের শিক্ষার্থীরা জানান, দীর্ঘদিন পর অনুষ্ঠিত এই নির্বাচন নিয়ে ক্যাম্পাসে ব্যাপক আগ্রহ তৈরি হয়েছিল। সকাল থেকেই বিভিন্ন হলের কেন্দ্রে শিক্ষার্থীদের দীর্ঘ লাইন দেখা যায় এবং উৎসবমুখর পরিবেশে ভোট গ্রহণ চলে। (166, 44, 312, 181)
article-body: জাহাঙ্গীরনগর বিশ্ববিদ্যালয় কেন্দ্রীয় ছাত্র সংসদ নির্বাচনে ভোট গ্রহণ প্রক্রিয়া নিয়ে প্রশ্ন তুলে একাধিক প্যানেলের প্রার্থীরা ভোট বর্জনের ঘোষণা দেন। সংবাদ সম্মেলনে তারা এই সিদ্ধান্তের কথা জানান। জাহাঙ্গীরনগর বিশ্ববিদ্যালয় কেন্দ্রীয় ছাত্র সংসদ নির্বাচনে ভোট গ্রহণ প্রক্রিয়া নিয়ে প্রশ্ন তুলে একাধিক প্যানেলের প্রার্থীরা ভোট বর্জনের ঘোষণা দেন। সংবাদ সম্মেলনে তারা এই সিদ্ধান্তের কথা জানান। জাহাঙ্গীরনগর বিশ্ববিদ্যালয় কেন্দ্রীয় ছাত্র সংসদ নির্বাচনে ভোট গ্রহণ প্রক্রিয়া নিয়ে প্রশ্ন তুলে একাধিক প্যানেলের প্রার্থীরা ভোট বর্জনের ঘোষণা দেন। সংবাদ সম্মেলনে তারা এই সিদ্ধান্তের কথা জানান। জাহাঙ্গীরনগর বিশ্ববিদ্যালয় কেন্দ্রীয় ছাত্র সংসদ নির্বাচনে ভোট গ্রহণ প্রক্রিয়া নিয়ে প্রশ্ন তুলে একাধিক প্যানেলের প্রার্থীরা ভোট বর্জনের ঘোষণা দেন। সংবাদ সম্মেলনে তারা এই সিদ্ধান্তের কথা জানান। জাহাঙ্গীরনগর বিশ্ববিদ্যালয় কেন্দ্রীয় ছাত্র সংসদ নির্বাচনে ভোট গ্রহণ প্রক্রিয়া নিয়ে প্রশ্ন তুলে একাধিক প্যানেলের প্রার্থীরা ভোট বর্জনের ঘোষণা দেন। সংবাদ সম্মেলনে তারা এই সিদ্ধান্তের কথা জানান। জাহাঙ্গীরনগর বিশ্ববিদ্যালয় কেন্দ্রীয় ছাত্র সংসদ নির্বাচনে ভোট গ্রহণ প্রক্রিয়া নিয়ে প্রশ্ন তুলে একাধিক প্যানেলের প্রার্থীরা ভোট বর্জনের ঘোষণা দেন। সংবাদ সম্মেলনে তারা এই সিদ্ধান্তের কথা জানান। জাহাঙ্গীরনগর বিশ্ববিদ্যালয় কেন্দ্রীয় ছাত্র সংসদ নির্বাচনে ভোট গ্রহণ প্রক্রিয়া নিয়ে প্রশ্ন তুলে একাধিক প্যানেলের প্রার্থীরা ভোট বর্জনের ঘোষণা দেন। সংবাদ সম্মেলনে তারা এই সিদ্ধান্তের কথা জানান। জাহাঙ্গীরনগর বিশ্ববিদ্যালয় কেন্দ্রীয় ছাত্র সংসদ নির্বাচনে ভোট গ্রহণ প্রক্রিয়া নিয়ে প্রশ্ন তুলে একাধিক প্যানেলের প্রার্থীরা ভোট বর্জনের ঘোষণা দেন। সংবাদ সম্মেলনে তারা এই সিদ্ধান্তের কথা জানান। (12, 515, 158, 634)
article-dateline: প্রথম পৃষ্ঠার পর (320, 730, 347, 735)
column-4 (474, 44, 628, 964)
article-headline[interactable]: জাকসু নির্বাচন বর্জনের (12, 195, 158, 212)
news-article (12, 44, 158, 193)
issue-date-line: আগরতলা ১৫ সেপ্টেম্বর ২০২৪, ২৮ ভাদ্র ১৪৩১ (125, 5, 261, 13)
article-headline[interactable]: খেলাপি ঋণ বেড়ে (320, 710, 466, 727)
column-3 (320, 44, 466, 964)
column-divider (162, 44, 163, 964)
article-dateline: প্রথম পৃষ্ঠার পর (320, 216, 347, 221)
article-body: প্রতিবেশী দেশ নেপালে রাজনৈতিক অস্থিরতা অব্যাহত রয়েছে। রাজধানী কাঠমান্ডুসহ বিভিন্ন শহরে বিক্ষোভ চলছে। পরিস্থিতি নিয়ন্ত্রণে সরকার নানা পদক্ষেপ গ্রহণ করেছে এবং আলোচনার মাধ্যমে সংকট সমাধানের আহ্বান জানানো হয়েছে। প্রতিবেশী দেশ নেপালে রাজনৈতিক অস্থিরতা অব্যাহত রয়েছে। রাজধানী কাঠমান্ডুসহ বিভিন্ন শহরে বিক্ষোভ চলছে। পরিস্থিতি নিয়ন্ত্রণে সরকার নানা পদক্ষেপ গ্রহণ করেছে এবং আলোচনার মাধ্যমে সংকট সমাধানের আহ্বান জানানো হয়েছে। প্রতিবেশী দেশ নেপালে রাজনৈতিক অস্থিরতা অব্যাহত রয়েছে। রাজধানী কাঠমান্ডুসহ বিভিন্ন শহরে বিক্ষোভ চলছে। পরিস্থিতি নিয়ন্ত্রণে সরকার নানা পদক্ষেপ গ্রহণ করেছে এবং আলোচনার মাধ্যমে সংকট সমাধানের আহ্বান জানানো হয়েছে। প্রতিবেশী দেশ নেপালে রাজনৈতিক অস্থিরতা অব্যাহত রয়েছে। রাজধানী কাঠমান্ডুসহ বিভিন্ন শহরে বিক্ষোভ চলছে। পরিস্থিতি নিয়ন্ত্রণে সরকার নানা পদক্ষেপ গ্রহণ করেছে এবং আলোচনার মাধ্যমে সংকট সমাধানের আহ্বান জানানো হয়েছে। প্রতিবেশী দেশ নেপালে রাজনৈতিক অস্থিরতা অব্যাহত রয়েছে। রাজধানী কাঠমান্ডুসহ বিভিন্ন শহরে বিক্ষোভ চলছে। পরিস্থিতি নিয়ন্ত্রণে সরকার নানা পদক্ষেপ গ্রহণ করেছে এবং আলোচনার মাধ্যমে সংকট সমাধানের আহ্বান জানানো হয়েছে। প্রতিবেশী দেশ নেপালে রাজনৈতিক অস্থিরতা অব্যাহত রয়েছে। রাজধানী কাঠমান্ডুসহ বিভিন্ন শহরে বিক্ষোভ চলছে। পরিস্থিতি নিয়ন্ত্রণে সরকার নানা পদক্ষেপ গ্রহণ করেছে এবং আলোচনার মাধ্যমে সংকট সমাধানের আহ্বান জানানো হয়েছে। প্রতিবেশী দেশ নেপালে রাজনৈতিক অস্থিরতা অব্যাহত রয়েছে। রাজধানী কাঠমান্ডুসহ বিভিন্ন শহরে বিক্ষোভ চলছে। পরিস্থিতি নিয়ন্ত্রণে সরকার নানা পদক্ষেপ গ্রহণ করেছে এবং আলোচনার মাধ্যমে সংকট সমাধানের আহ্বান জানানো হয়েছে। প্রতিবেশী দেশ নেপালে রাজনৈতিক অস্থিরতা অব্যাহত রয়েছে। রাজধানী কাঠমান্ডুসহ বিভিন্ন শহরে বিক্ষোভ চলছে। পরিস্থিতি নিয়ন্ত্রণে সরকার নানা পদক্ষেপ গ্রহণ করেছে এবং আলোচনার মাধ্যমে সংকট সমাধানের আহ্বান জানানো হয়েছে। (320, 223, 466, 366)
news-article (12, 486, 158, 659)
masthead-rule (10, 36, 630, 38)
article-dateline: প্রথম পৃষ্ঠার পর (166, 224, 193, 229)
article-body: দেশ ও জাতির কল্যাণ কামনায় বিশেষ দোয়া মাহফিল অনুষ্ঠিত হয়েছে। মাহফিলে উপস্থিত সকলে দেশের শান্তি ও সমৃদ্ধির জন্য আল্লাহর কাছে দোয়া করেন। দেশ ও জাতির কল্যাণ কামনায় বিশেষ দোয়া মাহফিল অনুষ্ঠিত হয়েছে। মাহফিলে উপস্থিত সকলে দেশের শান্তি ও সমৃদ্ধির জন্য আল্লাহর কাছে দোয়া করেন। দেশ ও জাতির কল্যাণ কামনায় বিশেষ দোয়া মাহফিল অনুষ্ঠিত হয়েছে। মাহফিলে উপস্থিত সকলে দেশের শান্তি ও সমৃদ্ধির জন্য আল্লাহর কাছে দোয়া করেন। দেশ ও জাতির কল্যাণ কামনায় বিশেষ দোয়া মাহফিল অনুষ্ঠিত হয়েছে। মাহফিলে উপস্থিত সকলে দেশের শান্তি ও সমৃদ্ধির জন্য আল্লাহর কাছে দোয়া করেন। দেশ ও জাতির কল্যাণ কামনায় বিশেষ দোয়া মাহফিল অনুষ্ঠিত হয়েছে। মাহফিলে উপস্থিত সকলে দেশের শান্তি ও সমৃদ্ধির জন্য আল্লাহর কাছে দোয়া করেন। দেশ ও জাতির কল্যাণ কামনায় বিশেষ দোয়া মাহফিল অনুষ্ঠিত হয়েছে। মাহফিলে উপস্থিত সকলে দেশের শান্তি ও সমৃদ্ধির জন্য আল্লাহর কাছে দোয়া করেন। দেশ ও জাতির কল্যাণ কামনায় বিশেষ দোয়া মাহফিল অনুষ্ঠিত হয়েছে। মাহফিলে উপস্থিত সকলে দেশের শান্তি ও সমৃদ্ধির জন্য (12, 885, 158, 962)
article-dateline: প্রথম পৃষ্ঠার পর (474, 567, 501, 572)
article-dateline: প্রথম পৃষ্ঠার পর (166, 776, 193, 781)
article-headline[interactable]: জাকসুর ফলাফল কখন (320, 859, 466, 876)
email-line: e-mail : dainikdeshorkanthanews@gmail.com (125, 15, 285, 23)
